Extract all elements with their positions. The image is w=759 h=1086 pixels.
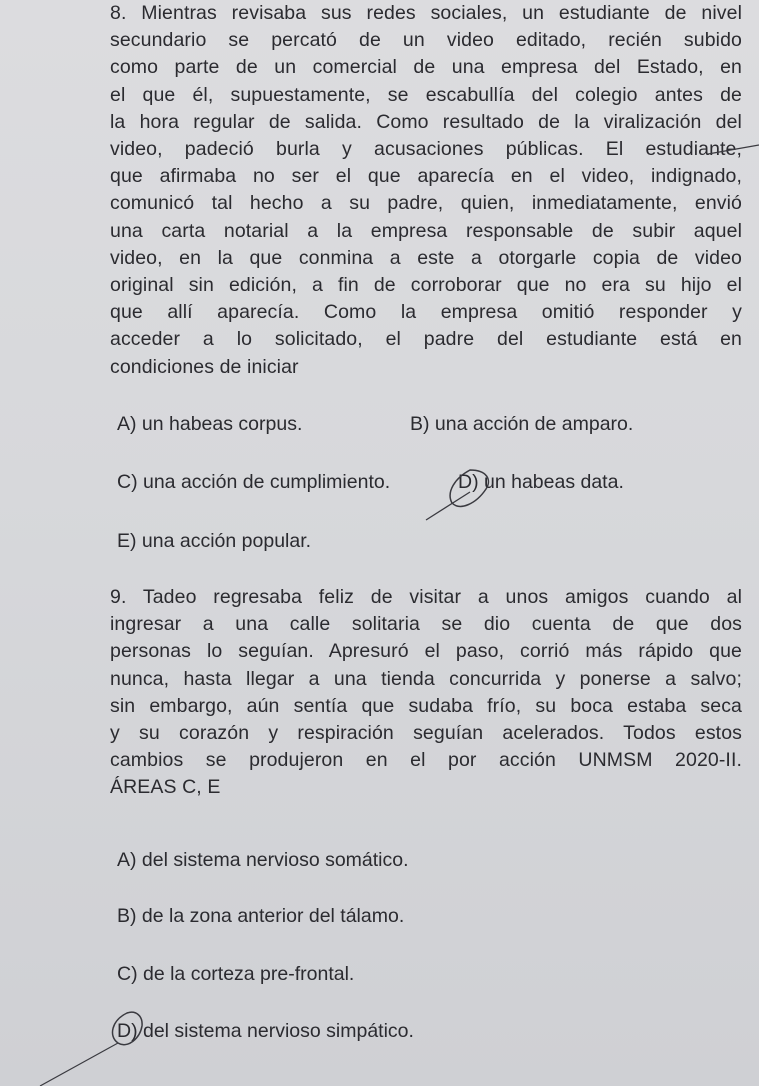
pen-tick-question-8 bbox=[426, 492, 470, 520]
question-9-line: 9. Tadeo regresaba feliz de visitar a unos amigos cuando al bbox=[110, 586, 742, 608]
question-8-line: video, padeció burla y acusaciones públicas. El estudiante, bbox=[110, 138, 742, 161]
question-8-line: el que él, supuestamente, se escabullía del colegio antes de bbox=[110, 83, 742, 106]
question-9-line: sin embargo, aún sentía que sudaba frío, su boca estaba seca bbox=[110, 694, 742, 717]
question-9-option-b[interactable]: B) de la zona anterior del tálamo. bbox=[117, 905, 405, 927]
question-8-line: original sin edición, a fin de corroborar que no era su hijo el bbox=[110, 274, 742, 297]
question-9-line: personas lo seguían. Apresuró el paso, corrió más rápido que bbox=[110, 640, 742, 663]
pen-tick-question-9 bbox=[40, 1043, 118, 1086]
question-8-line: video, en la que conmina a este a otorgarle copia de video bbox=[110, 246, 742, 269]
question-8-option-d[interactable]: D) un habeas data. bbox=[458, 471, 624, 493]
question-8-line: condiciones de iniciar bbox=[110, 355, 299, 378]
question-8-line: secundario se percató de un video editado, recién subido bbox=[110, 29, 742, 52]
question-8-text bbox=[110, 0, 742, 381]
question-8-option-a[interactable]: A) un habeas corpus. bbox=[117, 413, 303, 435]
question-9-line: ÁREAS C, E bbox=[110, 776, 221, 799]
question-8-option-e[interactable]: E) una acción popular. bbox=[117, 530, 312, 552]
question-8-option-b[interactable]: B) una acción de amparo. bbox=[410, 413, 634, 435]
question-9-line: nunca, hasta llegar a una tienda concurrida y ponerse a salvo; bbox=[110, 667, 742, 690]
question-8-line: 8. Mientras revisaba sus redes sociales, un estudiante de nivel bbox=[110, 2, 742, 24]
question-9-option-c[interactable]: C) de la corteza pre-frontal. bbox=[117, 963, 355, 985]
question-8-option-c[interactable]: C) una acción de cumplimiento. bbox=[117, 471, 391, 493]
question-9-line: y su corazón y respiración seguían acelerados. Todos estos bbox=[110, 722, 742, 745]
question-9-option-d[interactable]: D) del sistema nervioso simpático. bbox=[117, 1020, 414, 1042]
question-9-line: cambios se produjeron en el por acción UNMSM 2020-II. bbox=[110, 749, 742, 772]
question-9-option-a[interactable]: A) del sistema nervioso somático. bbox=[117, 849, 409, 871]
question-8-line: que afirmaba no ser el que aparecía en el video, indignado, bbox=[110, 165, 742, 188]
question-8-line: comunicó tal hecho a su padre, quien, inmediatamente, envió bbox=[110, 192, 742, 215]
question-8-line: acceder a lo solicitado, el padre del estudiante está en bbox=[110, 328, 742, 351]
question-8-line: como parte de un comercial de una empresa del Estado, en bbox=[110, 56, 742, 79]
question-9-text bbox=[110, 584, 742, 802]
question-8-line: que allí aparecía. Como la empresa omitió responder y bbox=[110, 301, 742, 324]
question-8-line: la hora regular de salida. Como resultado de la viralización del bbox=[110, 110, 742, 133]
question-8-line: una carta notarial a la empresa responsable de subir aquel bbox=[110, 219, 742, 242]
question-9-line: ingresar a una calle solitaria se dio cuenta de que dos bbox=[110, 613, 742, 636]
